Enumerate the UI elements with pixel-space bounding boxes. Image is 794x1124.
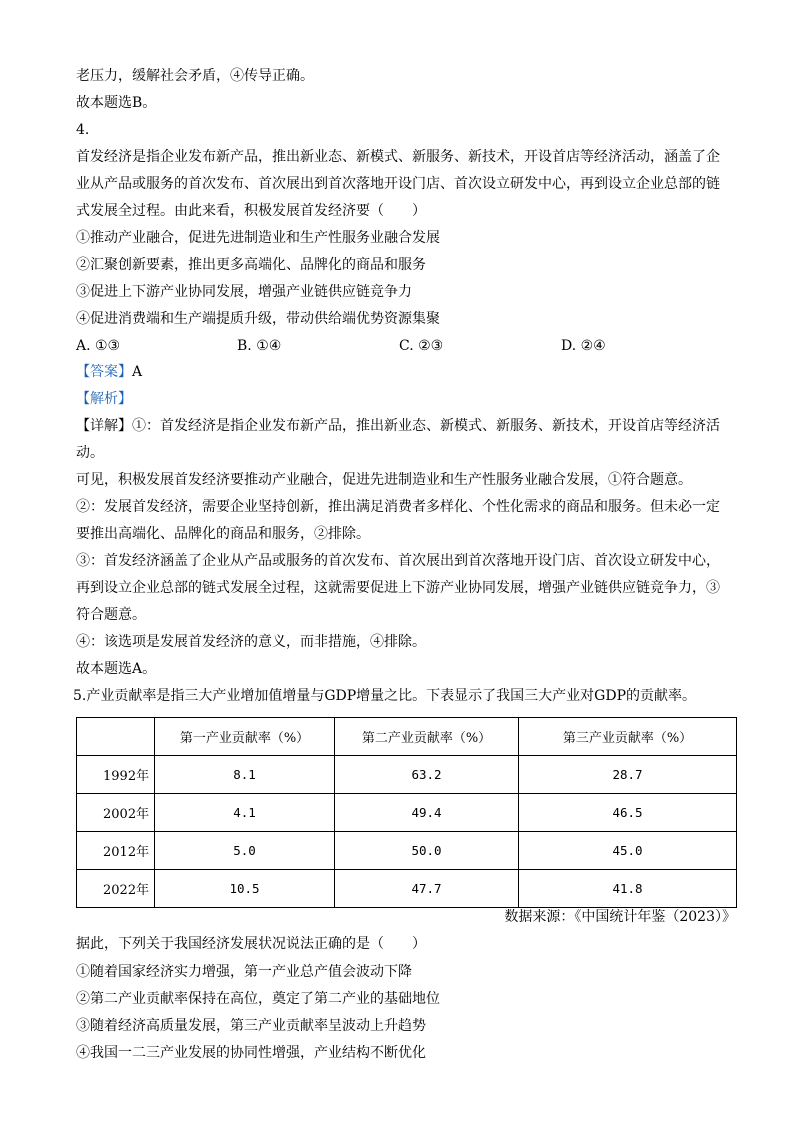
table-header-cell [77, 718, 155, 756]
statement-item: ①推动产业融合，促进先进制造业和生产性服务业融合发展 [76, 230, 440, 246]
statement-item: ④我国一二三产业发展的协同性增强，产业结构不断优化 [76, 1045, 426, 1061]
text-line: 老压力，缓解社会矛盾，④传导正确。 [76, 68, 314, 84]
option-d: D. ②④ [561, 338, 606, 354]
answer-value: A [132, 364, 143, 380]
detail-text: 再到设立企业总部的链式发展全过程，这就需要促进上下游产业协同发展，增强产业链供应链竞争力，③ [76, 580, 720, 596]
table-row [77, 870, 737, 908]
table-header-cell: 第三产业贡献率（%） [519, 718, 737, 756]
answer-line [76, 362, 726, 382]
analysis-tag: 【解析】 [76, 391, 132, 407]
question-stem: 首发经济是指企业发布新产品，推出新业态、新模式、新服务、新技术，开设首店等经济活动，涵盖了企 [76, 149, 720, 165]
detail-text: 可见，积极发展首发经济要推动产业融合，促进先进制造业和生产性服务业融合发展，①符合题意。 [76, 472, 692, 488]
question-stem: 据此，下列关于我国经济发展状况说法正确的是（ ） [76, 936, 426, 952]
table-cell-year: 2002年 [77, 794, 155, 832]
statement-item: ③促进上下游产业协同发展，增强产业链供应链竞争力 [76, 284, 412, 300]
detail-text: ②：发展首发经济，需要企业坚持创新，推出满足消费者多样化、个性化需求的商品和服务。但未必一定 [76, 499, 720, 515]
question-stem: 式发展全过程。由此来看，积极发展首发经济要（ ） [76, 203, 426, 219]
detail-text: ①：首发经济是指企业发布新产品，推出新业态、新模式、新服务、新技术，开设首店等经济活 [132, 418, 720, 434]
question-number: 4. [76, 122, 90, 138]
detail-text: 动。 [76, 445, 104, 461]
table-header-cell: 第二产业贡献率（%） [335, 718, 519, 756]
table-header-row [77, 718, 737, 756]
question-stem: 5.产业贡献率是指三大产业增加值增量与GDP增量之比。下表显示了我国三大产业对GDP的贡献率。 [73, 688, 697, 704]
table-cell-year: 2022年 [77, 870, 155, 908]
answer-tag: 【答案】 [76, 364, 132, 380]
table-cell: 41.8 [519, 870, 737, 908]
detail-text: ③：首发经济涵盖了企业从产品或服务的首次发布、首次展出到首次落地开设门店、首次设立研发中心， [76, 553, 720, 569]
table-cell: 46.5 [519, 794, 737, 832]
table-cell: 5.0 [155, 832, 335, 870]
table-cell: 47.7 [335, 870, 519, 908]
table-cell: 10.5 [155, 870, 335, 908]
detail-tag: 【详解】 [76, 418, 132, 434]
table-row [77, 756, 737, 794]
table-source-note: 数据来源：《中国统计年鉴（2023）》 [504, 909, 736, 925]
option-c: C. ②③ [399, 338, 444, 354]
detail-text: 符合题意。 [76, 607, 146, 623]
analysis-line [76, 389, 726, 409]
table-cell: 63.2 [335, 756, 519, 794]
detail-text: ④：该选项是发展首发经济的意义，而非措施，④排除。 [76, 634, 426, 650]
statement-item: ②第二产业贡献率保持在高位，奠定了第二产业的基础地位 [76, 991, 440, 1007]
table-cell-year: 2012年 [77, 832, 155, 870]
question-stem: 业从产品或服务的首次发布、首次展出到首次落地开设门店、首次设立研发中心，再到设立企业总部的链 [76, 176, 720, 192]
table-row [77, 794, 737, 832]
detail-text: 要推出高端化、品牌化的商品和服务，②排除。 [76, 526, 370, 542]
table-cell: 8.1 [155, 756, 335, 794]
statement-item: ④促进消费端和生产端提质升级，带动供给端优势资源集聚 [76, 311, 440, 327]
table-cell: 45.0 [519, 832, 737, 870]
table-cell: 49.4 [335, 794, 519, 832]
table-cell-year: 1992年 [77, 756, 155, 794]
statement-item: ①随着国家经济实力增强，第一产业总产值会波动下降 [76, 964, 412, 980]
text-line: 故本题选B。 [76, 95, 157, 111]
option-a: A. ①③ [76, 338, 121, 354]
table-cell: 28.7 [519, 756, 737, 794]
table-row [77, 832, 737, 870]
table-header-cell: 第一产业贡献率（%） [155, 718, 335, 756]
detail-text: 故本题选A。 [76, 661, 157, 677]
table-cell: 4.1 [155, 794, 335, 832]
table-cell: 50.0 [335, 832, 519, 870]
statement-item: ③随着经济高质量发展，第三产业贡献率呈波动上升趋势 [76, 1018, 426, 1034]
detail-line [76, 416, 726, 436]
option-b: B. ①④ [237, 338, 282, 354]
contribution-rate-table [76, 717, 737, 908]
statement-item: ②汇聚创新要素，推出更多高端化、品牌化的商品和服务 [76, 257, 426, 273]
